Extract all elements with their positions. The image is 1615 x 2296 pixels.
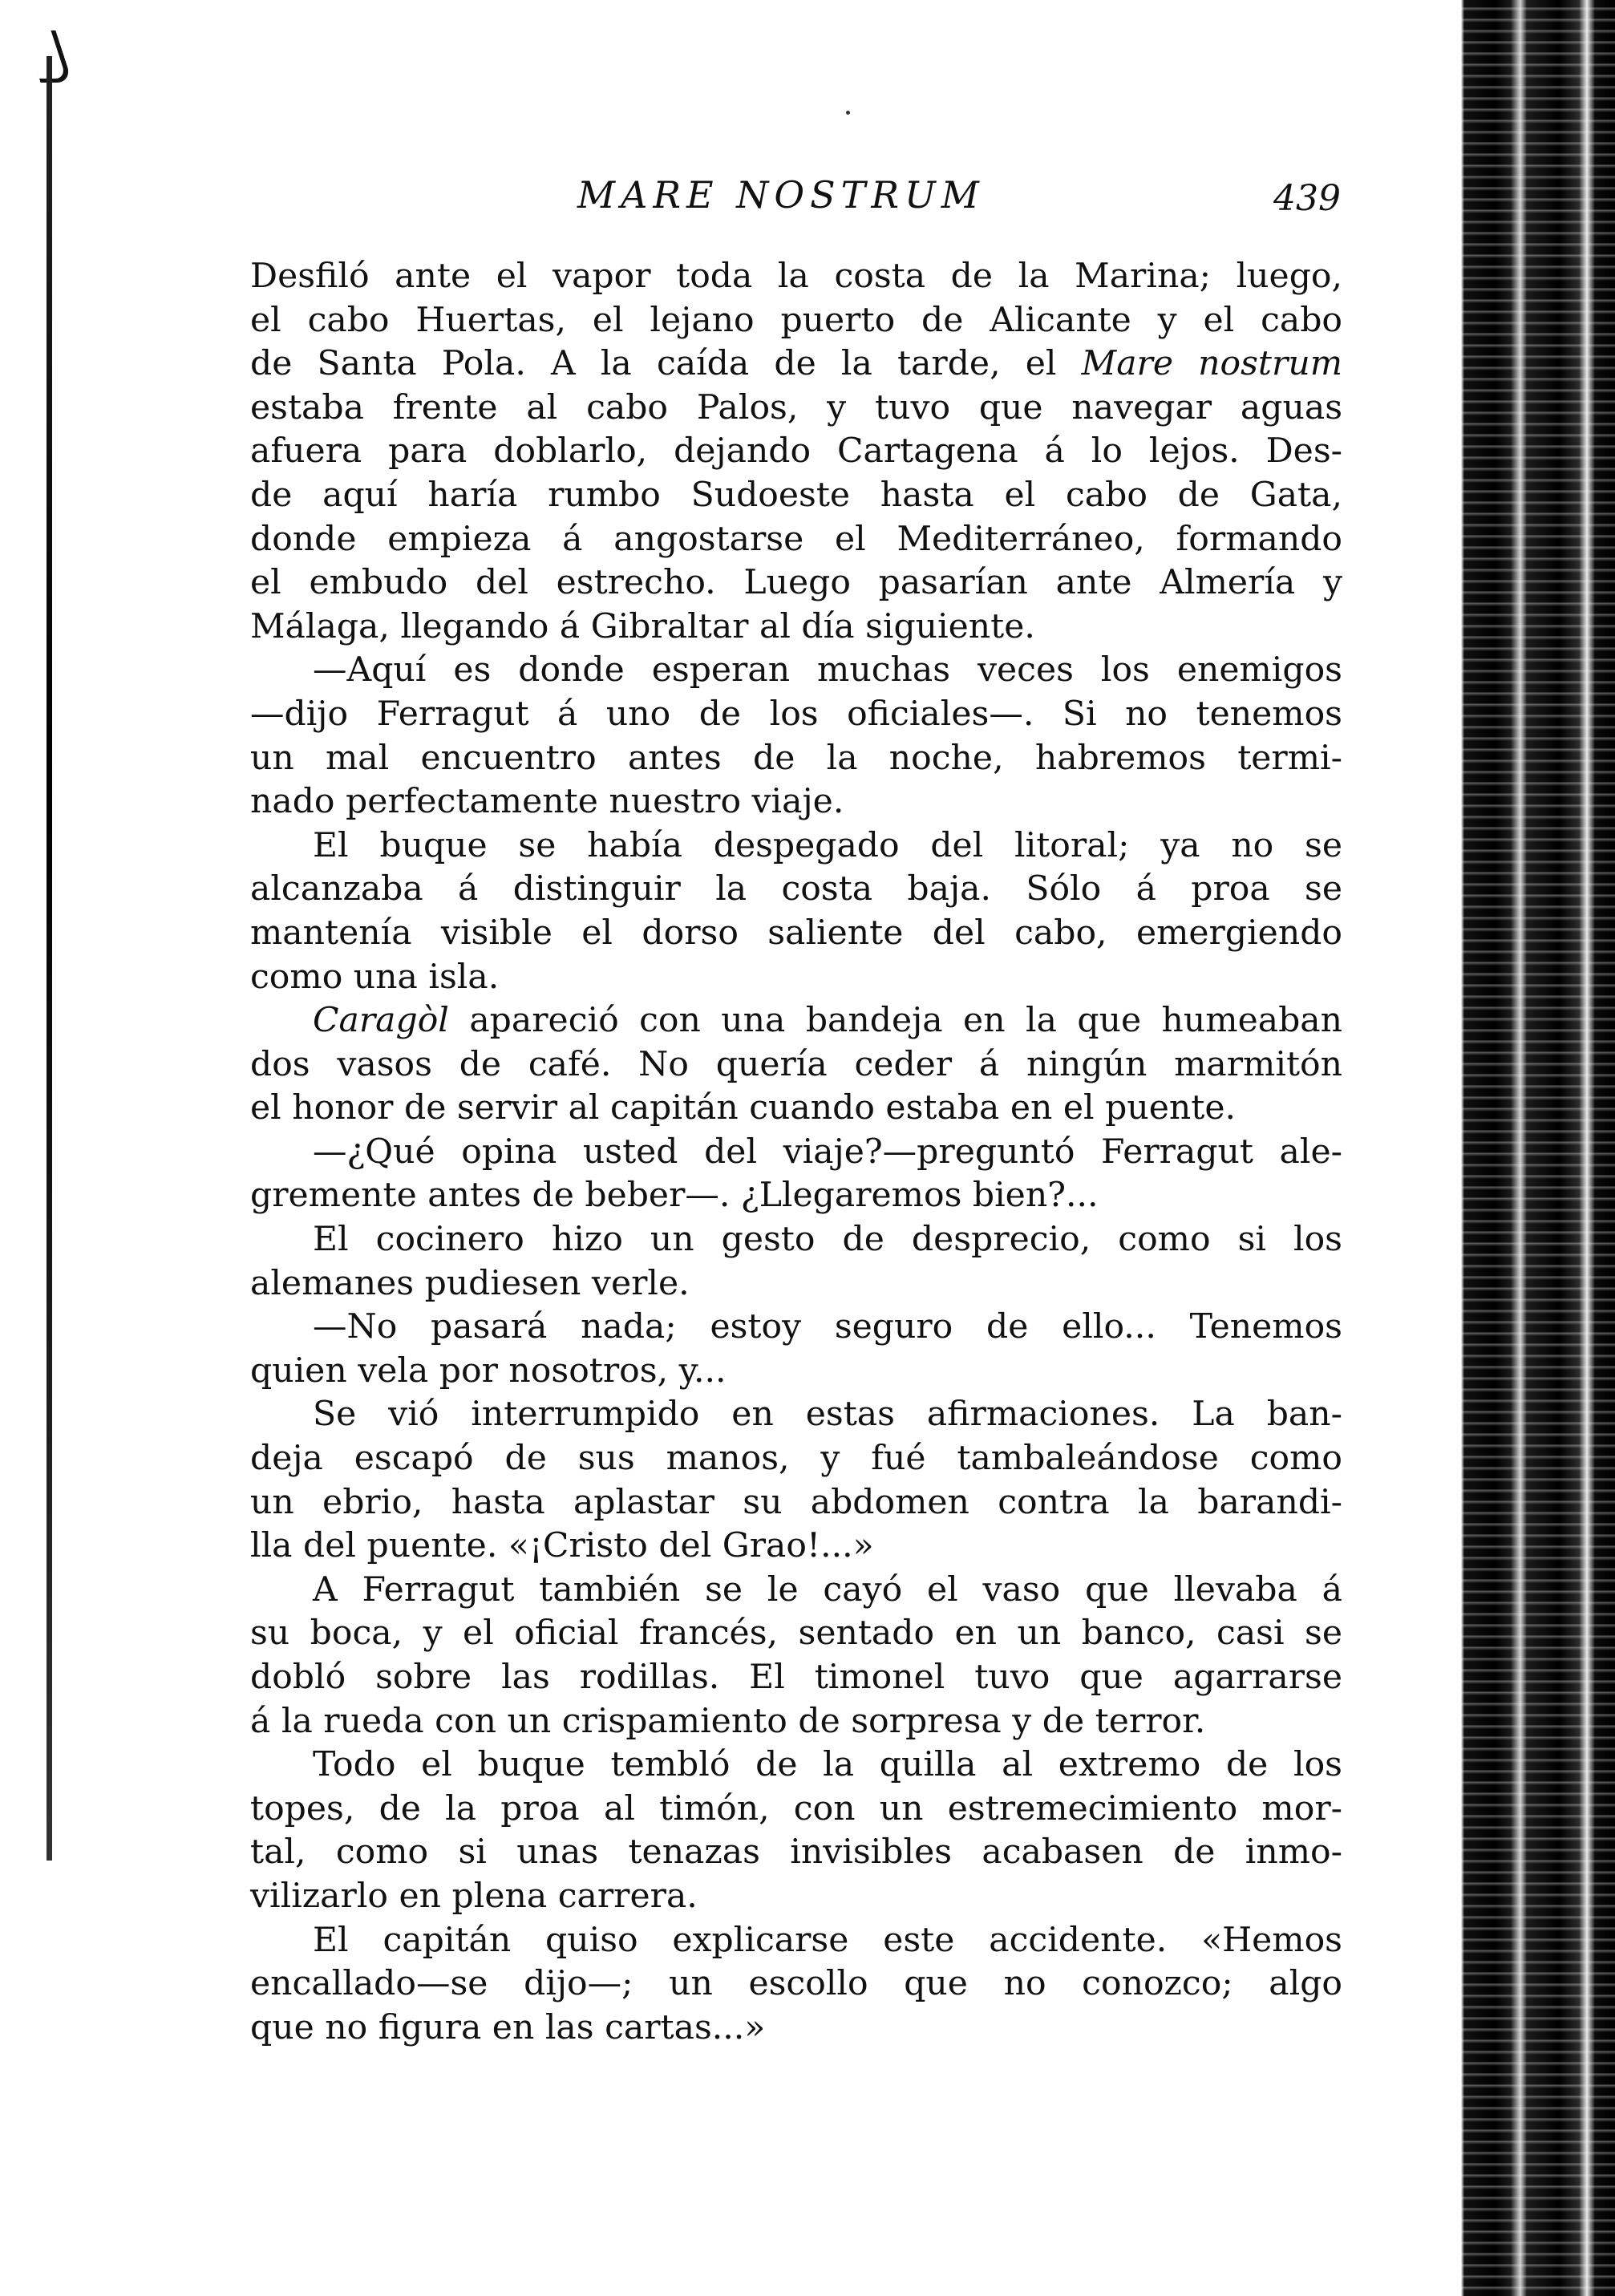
text-line: el cabo Huertas, el lejano puerto de Alicante y el cabo [250,300,1342,340]
text-line: mantenía visible el dorso saliente del cabo, emergiendo [250,913,1342,953]
text-line: dos vasos de café. No quería ceder á ningún marmitón [250,1044,1342,1084]
text-line: un ebrio, hasta aplastar su abdomen contra la barandi- [250,1482,1342,1522]
text-line: —dijo Ferragut á uno de los oficiales—. Si no tenemos [250,694,1342,734]
text-line: encallado—se dijo—; un escollo que no conozco; algo [250,1964,1342,2004]
text-line: El cocinero hizo un gesto de desprecio, como si los [313,1220,1342,1260]
page-number: 439 [1273,178,1341,219]
text-line: deja escapó de sus manos, y fué tambaleándose como [250,1439,1342,1479]
text-line: —Aquí es donde esperan muchas veces los enemigos [313,650,1342,690]
text-line: Desfiló ante el vapor toda la costa de la Marina; luego, [250,257,1342,296]
text-line: dobló sobre las rodillas. El timonel tuvo que agarrarse [250,1658,1342,1697]
text-line: el embudo del estrecho. Luego pasarían ante Almería y [250,563,1342,603]
text-line: tal, como si unas tenazas invisibles acabasen de inmo- [250,1832,1342,1873]
text-line: Se vió interrumpido en estas afirmaciones. La ban- [313,1395,1342,1435]
body-text [250,255,1342,2050]
text-line: afuera para doblarlo, dejando Cartagena á lo lejos. Des- [250,431,1342,472]
text-line: nado perfectamente nuestro viaje. [250,782,844,822]
text-line: Málaga, llegando á Gibraltar al día siguiente. [250,606,1035,646]
text-line: —No pasará nada; estoy seguro de ello... Tenemos [313,1307,1342,1347]
text-line: El capitán quiso explicarse este accidente. «Hemos [313,1920,1342,1960]
scan-edge-border [1447,0,1615,2296]
running-title: MARE NOSTRUM [577,173,985,217]
italic-phrase: Mare nostrum [1081,344,1342,384]
text-line: lla del puente. «¡Cristo del Grao!...» [250,1526,874,1566]
text-line: de aquí haría rumbo Sudoeste hasta el cabo de Gata, [250,475,1342,515]
text-line: estaba frente al cabo Palos, y tuvo que navegar aguas [250,387,1342,427]
text-line: como una isla. [250,957,500,997]
text-line: A Ferragut también se le cayó el vaso que llevaba á [313,1569,1342,1610]
italic-phrase: Caragòl [313,1001,449,1041]
text-line: á la rueda con un crispamiento de sorpresa y de terror. [250,1701,1206,1741]
text-line: —¿Qué opina usted del viaje?—preguntó Ferragut ale- [313,1132,1342,1172]
text-line: Caragòl apareció con una bandeja en la que humeaban [313,1001,1342,1041]
text-line: vilizarlo en plena carrera. [250,1876,698,1916]
text-line: un mal encuentro antes de la noche, habremos termi- [250,738,1342,778]
page-header [249,168,1347,233]
text-line: de Santa Pola. A la caída de la tarde, el Mare nostrum [250,344,1342,384]
text-line: alemanes pudiesen verle. [250,1263,690,1303]
text-line: quien vela por nosotros, y... [250,1350,727,1391]
text-line: gremente antes de beber—. ¿Llegaremos bien?... [250,1176,1099,1216]
binding-mark [47,56,52,1861]
text-line: Todo el buque tembló de la quilla al extremo de los [313,1745,1342,1785]
text-line: que no figura en las cartas...» [250,2007,766,2047]
text-line: su boca, y el oficial francés, sentado en un banco, casi se [250,1614,1342,1654]
text-line: alcanzaba á distinguir la costa baja. Sólo á proa se [250,869,1342,909]
text-line: topes, de la proa al timón, con un estremecimiento mor- [250,1788,1342,1828]
text-line: donde empieza á angostarse el Mediterráneo, formando [250,519,1342,559]
print-speck [846,111,850,115]
text-line: el honor de servir al capitán cuando estaba en el puente. [250,1088,1236,1128]
text-line: El buque se había despegado del litoral; ya no se [313,825,1342,865]
